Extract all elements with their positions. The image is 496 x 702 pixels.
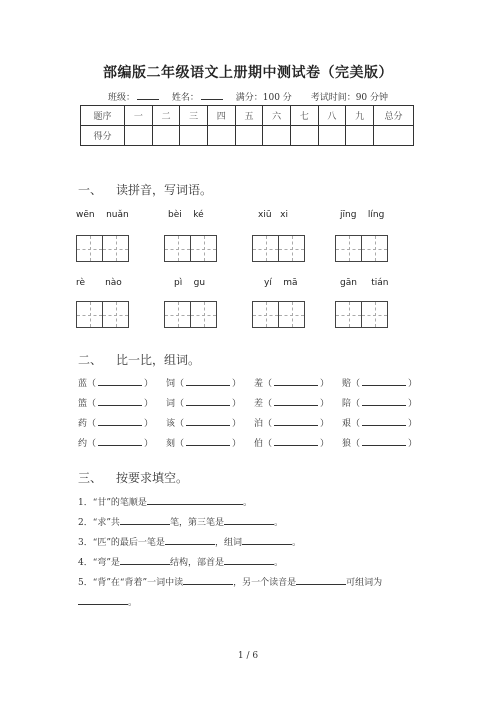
- writing-box[interactable]: [278, 301, 305, 328]
- pinyin-item: wēn nuǎn: [76, 210, 129, 220]
- writing-box[interactable]: [164, 235, 191, 262]
- section2-heading: [78, 351, 200, 368]
- question-5-continued: 。: [78, 595, 137, 608]
- score-cell: 一: [125, 106, 153, 126]
- answer-blank[interactable]: [98, 377, 142, 386]
- section3-title: 按要求填空。: [116, 471, 189, 485]
- answer-blank[interactable]: [98, 437, 142, 446]
- score-value-row: [81, 126, 414, 146]
- score-cell: 九: [346, 106, 374, 126]
- writing-box-pair: [335, 235, 387, 262]
- writing-box-pair: [164, 301, 216, 328]
- score-input-cell[interactable]: [263, 126, 291, 146]
- writing-box-pair: [335, 301, 387, 328]
- pinyin-item: jīng líng: [340, 210, 385, 220]
- compare-item: 该（ ）: [166, 419, 242, 429]
- writing-box[interactable]: [102, 235, 129, 262]
- answer-blank[interactable]: [224, 556, 274, 565]
- score-cell: 题序: [81, 106, 125, 126]
- score-cell: 六: [263, 106, 291, 126]
- compare-row: [78, 416, 430, 429]
- score-input-cell[interactable]: [374, 126, 414, 146]
- compare-item: 泊（ ）: [254, 419, 330, 429]
- writing-box[interactable]: [335, 235, 362, 262]
- answer-blank[interactable]: [296, 576, 346, 585]
- score-cell: 七: [290, 106, 318, 126]
- compare-row: [78, 376, 430, 389]
- section1-number: 一、: [78, 183, 103, 197]
- writing-box[interactable]: [252, 235, 279, 262]
- score-cell: 总分: [374, 106, 414, 126]
- answer-blank[interactable]: [186, 377, 230, 386]
- writing-box-pair: [252, 301, 304, 328]
- writing-box-pair: [164, 235, 216, 262]
- writing-box[interactable]: [361, 235, 388, 262]
- answer-blank[interactable]: [274, 437, 318, 446]
- pinyin-item: xiū xi: [258, 210, 288, 220]
- section2-title: 比一比，组词。: [116, 353, 201, 367]
- writing-box[interactable]: [190, 301, 217, 328]
- compare-row: [78, 436, 430, 449]
- score-input-cell[interactable]: [207, 126, 235, 146]
- class-label: 班级：: [107, 93, 135, 103]
- score-input-cell[interactable]: [235, 126, 263, 146]
- writing-box[interactable]: [76, 235, 103, 262]
- answer-blank[interactable]: [186, 417, 230, 426]
- answer-blank[interactable]: [120, 556, 170, 565]
- answer-blank[interactable]: [362, 417, 406, 426]
- score-cell: 四: [207, 106, 235, 126]
- answer-blank[interactable]: [165, 536, 215, 545]
- writing-box[interactable]: [278, 235, 305, 262]
- compare-row: [78, 396, 430, 409]
- compare-item: 赔（ ）: [342, 379, 418, 389]
- section2-number: 二、: [78, 353, 103, 367]
- question-2: 2．“求”共 笔，第三笔是 。: [78, 518, 283, 528]
- answer-blank[interactable]: [186, 437, 230, 446]
- answer-blank[interactable]: [362, 437, 406, 446]
- section1-heading: [78, 181, 212, 198]
- answer-blank[interactable]: [98, 417, 142, 426]
- writing-box[interactable]: [102, 301, 129, 328]
- compare-item: 词（ ）: [166, 399, 242, 409]
- answer-blank[interactable]: [274, 397, 318, 406]
- answer-blank[interactable]: [186, 397, 230, 406]
- question-4: 4．“弯”是 结构，部首是 。: [78, 558, 283, 568]
- question-5: 5．“背”在“背着”一词中读 ，另一个读音是 可组词为: [78, 578, 383, 588]
- full-score: 满分：100 分: [235, 93, 292, 103]
- score-header-row: [81, 106, 414, 126]
- score-cell: 二: [152, 106, 180, 126]
- score-input-cell[interactable]: [318, 126, 346, 146]
- compare-item: 药（ ）: [78, 419, 154, 429]
- score-input-cell[interactable]: [346, 126, 374, 146]
- writing-box[interactable]: [76, 301, 103, 328]
- question-3: 3．“匹”的最后一笔是 ，组词 。: [78, 538, 301, 548]
- class-blank[interactable]: [137, 90, 159, 100]
- answer-blank[interactable]: [274, 417, 318, 426]
- answer-blank[interactable]: [147, 496, 243, 505]
- compare-item: 艰（ ）: [342, 419, 418, 429]
- section3-number: 三、: [78, 471, 103, 485]
- compare-item: 差（ ）: [254, 399, 330, 409]
- section3-heading: [78, 469, 188, 486]
- name-label: 姓名：: [171, 93, 199, 103]
- score-input-cell[interactable]: [125, 126, 153, 146]
- writing-box-pair: [76, 301, 128, 328]
- answer-blank[interactable]: [98, 397, 142, 406]
- compare-item: 篮（ ）: [78, 399, 154, 409]
- compare-item: 蓝（ ）: [78, 379, 154, 389]
- answer-blank[interactable]: [274, 377, 318, 386]
- name-blank[interactable]: [201, 90, 223, 100]
- answer-blank[interactable]: [120, 516, 170, 525]
- score-input-cell[interactable]: [180, 126, 208, 146]
- answer-blank[interactable]: [183, 576, 233, 585]
- writing-box[interactable]: [361, 301, 388, 328]
- compare-item: 狼（ ）: [342, 439, 418, 449]
- compare-item: 饲（ ）: [166, 379, 242, 389]
- writing-box-pair: [76, 235, 128, 262]
- writing-box[interactable]: [252, 301, 279, 328]
- score-input-cell[interactable]: [152, 126, 180, 146]
- compare-item: 伯（ ）: [254, 439, 330, 449]
- page-number: 1 / 6: [237, 651, 259, 661]
- exam-info: [0, 90, 496, 103]
- score-cell: 五: [235, 106, 263, 126]
- question-1: 1．“甘”的笔顺是 。: [78, 498, 252, 508]
- section1-title: 读拼音，写词语。: [116, 183, 213, 197]
- score-input-cell[interactable]: [290, 126, 318, 146]
- score-cell: 三: [180, 106, 208, 126]
- pinyin-item: yí mā: [264, 278, 298, 288]
- page-title: 部编版二年级语文上册期中测试卷（完美版）: [103, 65, 393, 81]
- score-cell: 八: [318, 106, 346, 126]
- compare-item: 刻（ ）: [166, 439, 242, 449]
- writing-box[interactable]: [164, 301, 191, 328]
- pinyin-item: rè nào: [76, 278, 122, 288]
- pinyin-item: gān tián: [340, 278, 389, 288]
- compare-item: 陪（ ）: [342, 399, 418, 409]
- answer-blank[interactable]: [224, 516, 274, 525]
- answer-blank[interactable]: [78, 596, 128, 605]
- answer-blank[interactable]: [242, 536, 292, 545]
- pinyin-item: pì gu: [174, 278, 206, 288]
- score-cell: 得分: [81, 126, 125, 146]
- answer-blank[interactable]: [362, 397, 406, 406]
- writing-box-pair: [252, 235, 304, 262]
- pinyin-item: bèi ké: [168, 210, 204, 220]
- exam-time: 考试时间：90 分钟: [310, 93, 389, 103]
- writing-box[interactable]: [335, 301, 362, 328]
- answer-blank[interactable]: [362, 377, 406, 386]
- compare-item: 约（ ）: [78, 439, 154, 449]
- score-table: [80, 105, 414, 146]
- compare-item: 羞（ ）: [254, 379, 330, 389]
- writing-box[interactable]: [190, 235, 217, 262]
